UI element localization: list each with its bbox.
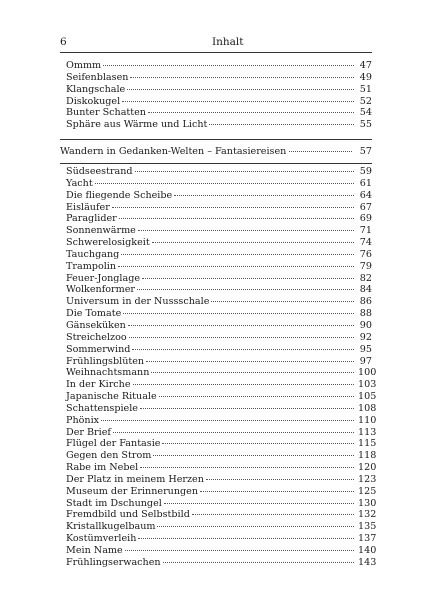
entry-page-number: 113 — [358, 426, 377, 438]
entry-page-number: 79 — [359, 260, 372, 272]
entry-page-number: 103 — [358, 379, 377, 391]
section-rule-top — [60, 139, 372, 140]
entry-page-number: 97 — [359, 355, 372, 367]
entry-title: Der Platz in meinem Herzen — [66, 473, 204, 485]
toc-entry — [66, 379, 377, 391]
leader-dots — [132, 349, 354, 350]
toc-entry — [66, 166, 372, 178]
toc-entry — [66, 225, 372, 237]
leader-dots — [135, 171, 354, 172]
leader-dots — [95, 183, 354, 184]
entry-title: Seifenblasen — [66, 71, 129, 83]
entry-page-number: 86 — [359, 296, 372, 308]
toc-entry — [66, 391, 377, 403]
toc-entry — [66, 462, 377, 474]
leader-dots — [138, 538, 354, 539]
leader-dots — [138, 230, 354, 231]
entry-title: Rabe im Nebel — [66, 462, 139, 474]
section-page: 57 — [359, 146, 372, 157]
leader-dots — [192, 514, 354, 515]
entry-page-number: 47 — [359, 60, 372, 71]
entry-page-number: 118 — [358, 450, 377, 462]
entry-page-number: 110 — [358, 414, 377, 426]
leader-dots — [122, 101, 354, 102]
toc-entry — [66, 308, 372, 320]
toc-entry — [66, 190, 372, 202]
entry-page-number: 125 — [358, 485, 377, 497]
leader-dots — [118, 266, 354, 267]
toc-entry — [66, 237, 372, 249]
entry-page-number: 82 — [359, 272, 372, 284]
toc-entry — [66, 414, 377, 427]
toc-entry — [66, 533, 377, 545]
leader-dots — [209, 124, 354, 125]
entry-page-number: 76 — [359, 248, 372, 260]
leader-dots — [157, 526, 354, 527]
entry-page-number: 108 — [358, 402, 377, 414]
entry-page-number: 95 — [359, 343, 372, 355]
entry-title: Ommm — [66, 60, 102, 71]
toc-entry — [66, 556, 377, 569]
leader-dots — [211, 301, 354, 302]
entry-title: Der Brief — [66, 426, 111, 438]
running-header — [60, 36, 370, 50]
leader-dots — [152, 242, 354, 243]
toc-entry — [66, 402, 377, 415]
entry-page-number: 67 — [359, 201, 372, 213]
toc-entry — [66, 96, 372, 108]
entry-title: Bunter Schatten — [66, 107, 146, 119]
leader-dots — [133, 384, 354, 385]
toc-entry — [66, 249, 372, 261]
entry-title: Museum der Erinnerungen — [66, 485, 199, 497]
entry-page-number: 49 — [359, 71, 372, 83]
entry-title: Weihnachtsmann — [66, 367, 150, 379]
entry-title: Schattenspiele — [66, 402, 138, 414]
entry-title: Wolkenformer — [66, 284, 135, 296]
entry-page-number: 140 — [358, 545, 377, 556]
toc-entry — [66, 72, 372, 84]
leader-dots — [125, 550, 354, 551]
entry-title: Trampolin — [66, 260, 117, 272]
toc-entry — [66, 521, 377, 533]
entry-page-number: 74 — [359, 237, 372, 249]
section-label: Wandern in Gedanken-Welten – Fantasiereisen — [60, 146, 287, 157]
entry-title: Kristallkugelbaum — [66, 521, 156, 533]
entry-title: Klangschale — [66, 83, 126, 95]
entry-page-number: 59 — [359, 166, 372, 177]
entry-title: Yacht — [66, 177, 93, 189]
entry-page-number: 54 — [359, 107, 372, 119]
leader-dots — [113, 432, 354, 433]
entry-page-number: 137 — [358, 533, 377, 545]
toc-entry — [66, 60, 372, 72]
entry-page-number: 135 — [358, 521, 377, 533]
toc-entry — [66, 344, 372, 356]
toc-entry — [66, 284, 372, 296]
toc-entry — [66, 509, 377, 521]
entry-page-number: 115 — [358, 438, 377, 450]
toc-entry — [66, 119, 372, 131]
leader-dots — [137, 289, 354, 290]
toc-entry — [66, 485, 377, 498]
toc-section-heading — [60, 146, 372, 158]
leader-dots — [130, 77, 354, 78]
entry-page-number: 55 — [359, 119, 372, 131]
header-title: Inhalt — [212, 36, 244, 48]
leader-dots — [140, 467, 354, 468]
entry-title: Feuer-Jonglage — [66, 272, 141, 284]
leader-dots — [103, 65, 354, 66]
leader-dots — [162, 443, 354, 444]
entry-title: Die fliegende Scheibe — [66, 189, 173, 201]
entry-title: Japanische Rituale — [66, 391, 157, 403]
entry-title: Fremdbild und Selbstbild — [66, 509, 190, 521]
leader-dots — [159, 396, 354, 397]
entry-title: Sphäre aus Wärme und Licht — [66, 119, 208, 131]
entry-page-number: 120 — [358, 462, 377, 474]
entry-page-number: 123 — [358, 473, 377, 485]
entry-page-number: 92 — [359, 331, 372, 343]
entry-page-number: 64 — [359, 189, 372, 201]
leader-dots — [153, 455, 354, 456]
leader-dots — [123, 313, 354, 314]
leader-dots — [121, 254, 354, 255]
entry-title: Gegen den Strom — [66, 450, 152, 462]
leader-dots — [174, 195, 354, 196]
entry-title: Mein Name — [66, 545, 123, 556]
toc-list-main — [66, 166, 377, 569]
entry-title: Universum in der Nussschale — [66, 296, 210, 308]
entry-title: Kostümverleih — [66, 533, 137, 545]
leader-dots — [129, 337, 354, 338]
toc-entry — [66, 426, 377, 439]
entry-page-number: 84 — [359, 284, 372, 296]
entry-title: In der Kirche — [66, 379, 131, 391]
leader-dots — [112, 207, 354, 208]
toc-entry — [66, 545, 377, 557]
leader-dots — [151, 372, 354, 373]
entry-title: Streichelzoo — [66, 331, 127, 343]
entry-page-number: 69 — [359, 213, 372, 225]
toc-entry — [66, 438, 377, 450]
entry-page-number: 132 — [358, 509, 377, 521]
entry-page-number: 105 — [358, 391, 377, 403]
entry-title: Tauchgang — [66, 248, 120, 260]
toc-entry — [66, 473, 377, 486]
toc-entry — [66, 84, 372, 96]
header-rule — [60, 52, 372, 53]
leader-dots — [142, 278, 354, 279]
toc-entry — [66, 261, 372, 273]
leader-dots — [140, 408, 354, 409]
toc-entry — [66, 356, 372, 368]
leader-dots — [119, 218, 354, 219]
toc-entry — [66, 497, 377, 510]
entry-page-number: 61 — [359, 177, 372, 189]
entry-page-number: 100 — [358, 367, 377, 379]
toc-entry — [66, 213, 372, 225]
entry-title: Eisläufer — [66, 201, 110, 213]
entry-title: Sonnenwärme — [66, 225, 136, 237]
leader-dots — [127, 89, 354, 90]
leader-dots — [146, 361, 354, 362]
leader-dots — [101, 420, 354, 421]
toc-entry — [66, 273, 372, 285]
entry-page-number: 88 — [359, 308, 372, 320]
entry-title: Schwerelosigkeit — [66, 237, 150, 249]
entry-title: Diskokugel — [66, 95, 121, 107]
entry-title: Stadt im Dschungel — [66, 497, 162, 509]
page-number: 6 — [60, 36, 67, 48]
toc-entry — [66, 367, 377, 379]
entry-title: Paraglider — [66, 213, 117, 225]
entry-page-number: 90 — [359, 319, 372, 331]
toc-entry — [66, 202, 372, 214]
entry-title: Die Tomate — [66, 308, 122, 320]
leader-dots — [128, 325, 354, 326]
section-rule-bottom — [60, 163, 372, 164]
entry-page-number: 51 — [359, 83, 372, 95]
leader-dots — [148, 112, 354, 113]
entry-title: Frühlingsblüten — [66, 355, 145, 367]
entry-title: Flügel der Fantasie — [66, 438, 161, 450]
toc-entry — [66, 332, 372, 344]
leader-dots — [200, 491, 354, 492]
entry-title: Phönix — [66, 414, 100, 426]
entry-page-number: 143 — [358, 556, 377, 568]
entry-title: Frühlingserwachen — [66, 556, 161, 568]
toc-entry — [66, 178, 372, 190]
toc-entry — [66, 107, 372, 119]
leader-dots — [206, 479, 354, 480]
entry-page-number: 52 — [359, 95, 372, 107]
entry-title: Gänseküken — [66, 319, 126, 331]
leader-dots — [163, 562, 354, 563]
leader-dots — [164, 503, 354, 504]
toc-entry — [66, 450, 377, 462]
leader-dots — [289, 151, 352, 152]
toc-list-top — [66, 60, 372, 131]
entry-title: Südseestrand — [66, 166, 133, 177]
toc-entry — [66, 320, 372, 332]
toc-entry — [66, 296, 372, 308]
entry-title: Sommerwind — [66, 343, 131, 355]
entry-page-number: 71 — [359, 225, 372, 237]
entry-page-number: 130 — [358, 497, 377, 509]
